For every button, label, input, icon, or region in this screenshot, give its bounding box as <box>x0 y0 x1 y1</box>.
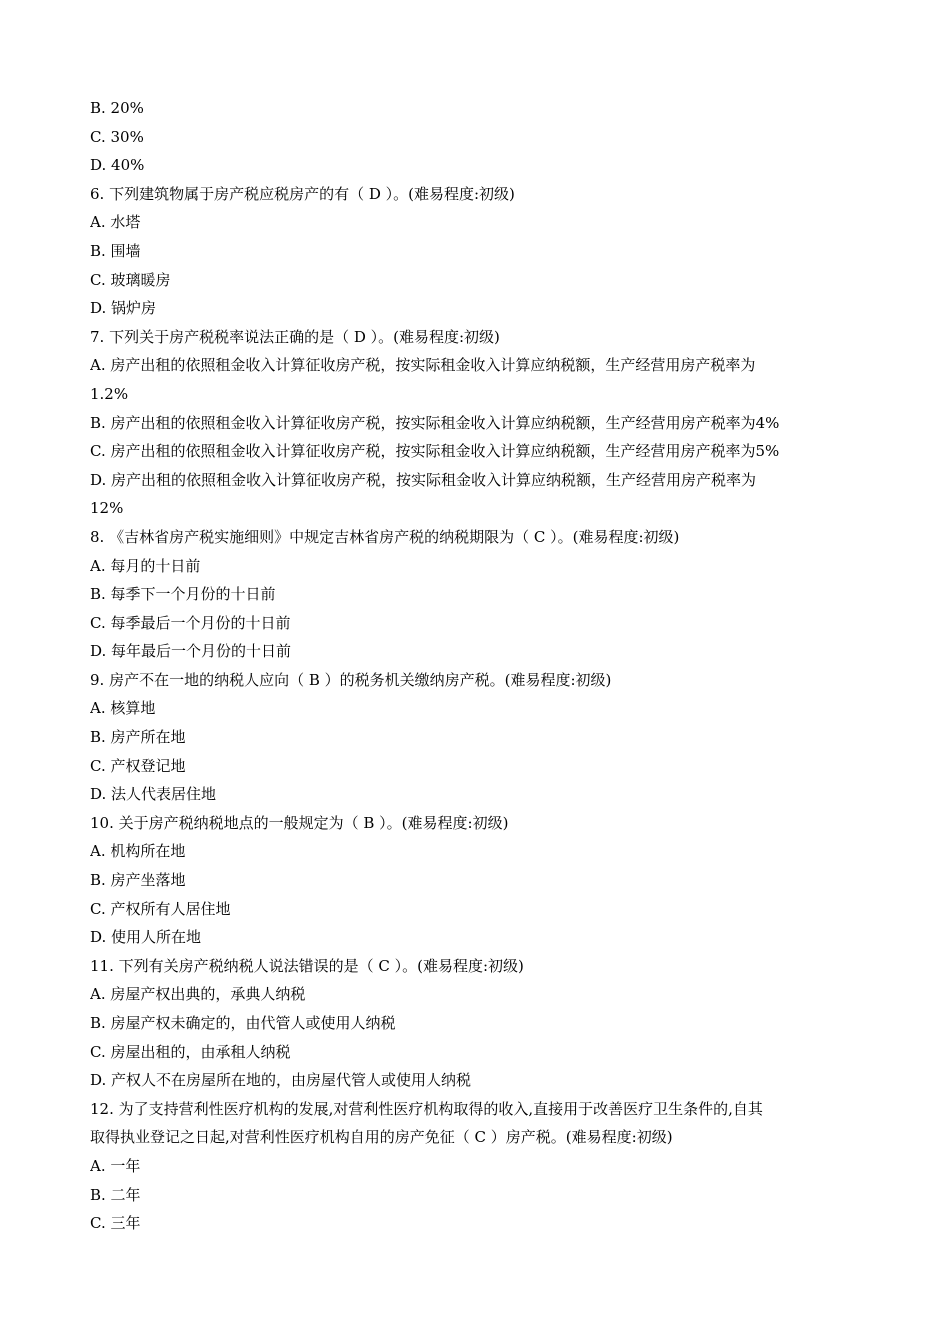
option-line: C. 房屋出租的，由承租人纳税 <box>90 1042 291 1061</box>
question-line: 9. 房产不在一地的纳税人应向（ B ）的税务机关缴纳房产税。(难易程度:初级) <box>90 670 612 689</box>
option-line: B. 房产坐落地 <box>90 871 186 890</box>
question-line: 8. 《吉林省房产税实施细则》中规定吉林省房产税的纳税期限为（ C ）。(难易程度:初级) <box>90 527 680 546</box>
option-line: B. 房产所在地 <box>90 728 186 747</box>
option-line: A. 一年 <box>90 1156 141 1175</box>
question-line: 6. 下列建筑物属于房产税应税房产的有（ D ）。(难易程度:初级) <box>90 184 515 203</box>
option-line: D. 使用人所在地 <box>90 928 202 947</box>
option-line: B. 20% <box>90 99 144 117</box>
question-line: 12. 为了支持营利性医疗机构的发展,对营利性医疗机构取得的收入,直接用于改善医疗卫生条件的,自其 <box>90 1099 763 1118</box>
option-line: D. 40% <box>90 156 145 175</box>
option-line: D. 法人代表居住地 <box>90 785 217 804</box>
option-line: B. 房屋产权未确定的，由代管人或使用人纳税 <box>90 1014 396 1032</box>
option-line: A. 机构所在地 <box>90 842 186 861</box>
option-line: A. 每月的十日前 <box>90 556 201 575</box>
option-line: A. 水塔 <box>90 213 141 232</box>
question-line: 10. 关于房产税纳税地点的一般规定为（ B ）。(难易程度:初级) <box>90 813 509 832</box>
question-line: 7. 下列关于房产税税率说法正确的是（ D ）。(难易程度:初级) <box>90 327 500 346</box>
option-line: A. 房产出租的依照租金收入计算征收房产税，按实际租金收入计算应纳税额，生产经营用房产税率为 <box>90 356 756 375</box>
option-line: C. 30% <box>90 127 144 146</box>
option-line: D. 每年最后一个月份的十日前 <box>90 642 292 661</box>
option-line-continuation: 1.2% <box>90 384 129 403</box>
option-line: A. 核算地 <box>90 699 156 718</box>
option-line: B. 二年 <box>90 1185 141 1204</box>
option-line: D. 产权人不在房屋所在地的，由房屋代管人或使用人纳税 <box>90 1071 472 1090</box>
option-line: C. 产权登记地 <box>90 756 186 775</box>
option-line: B. 每季下一个月份的十日前 <box>90 585 276 604</box>
option-line: D. 锅炉房 <box>90 299 157 318</box>
option-line: B. 围墙 <box>90 241 141 260</box>
option-line: D. 房产出租的依照租金收入计算征收房产税，按实际租金收入计算应纳税额，生产经营用房产税率为 <box>90 470 757 489</box>
document-body <box>90 94 860 1238</box>
option-line: C. 每季最后一个月份的十日前 <box>90 613 291 632</box>
question-line: 11. 下列有关房产税纳税人说法错误的是（ C ）。(难易程度:初级) <box>90 956 524 975</box>
option-line: C. 产权所有人居住地 <box>90 899 231 918</box>
option-line: C. 玻璃暖房 <box>90 270 171 289</box>
option-line: A. 房屋产权出典的，承典人纳税 <box>90 985 306 1004</box>
option-line: C. 三年 <box>90 1214 141 1233</box>
question-line-continuation: 取得执业登记之日起,对营利性医疗机构自用的房产免征（ C ）房产税。(难易程度:初级) <box>90 1128 673 1147</box>
option-line-continuation: 12% <box>90 499 124 518</box>
option-line: C. 房产出租的依照租金收入计算征收房产税，按实际租金收入计算应纳税额，生产经营用房产税率为5% <box>90 442 780 461</box>
option-line: B. 房产出租的依照租金收入计算征收房产税，按实际租金收入计算应纳税额，生产经营用房产税率为4% <box>90 413 780 432</box>
